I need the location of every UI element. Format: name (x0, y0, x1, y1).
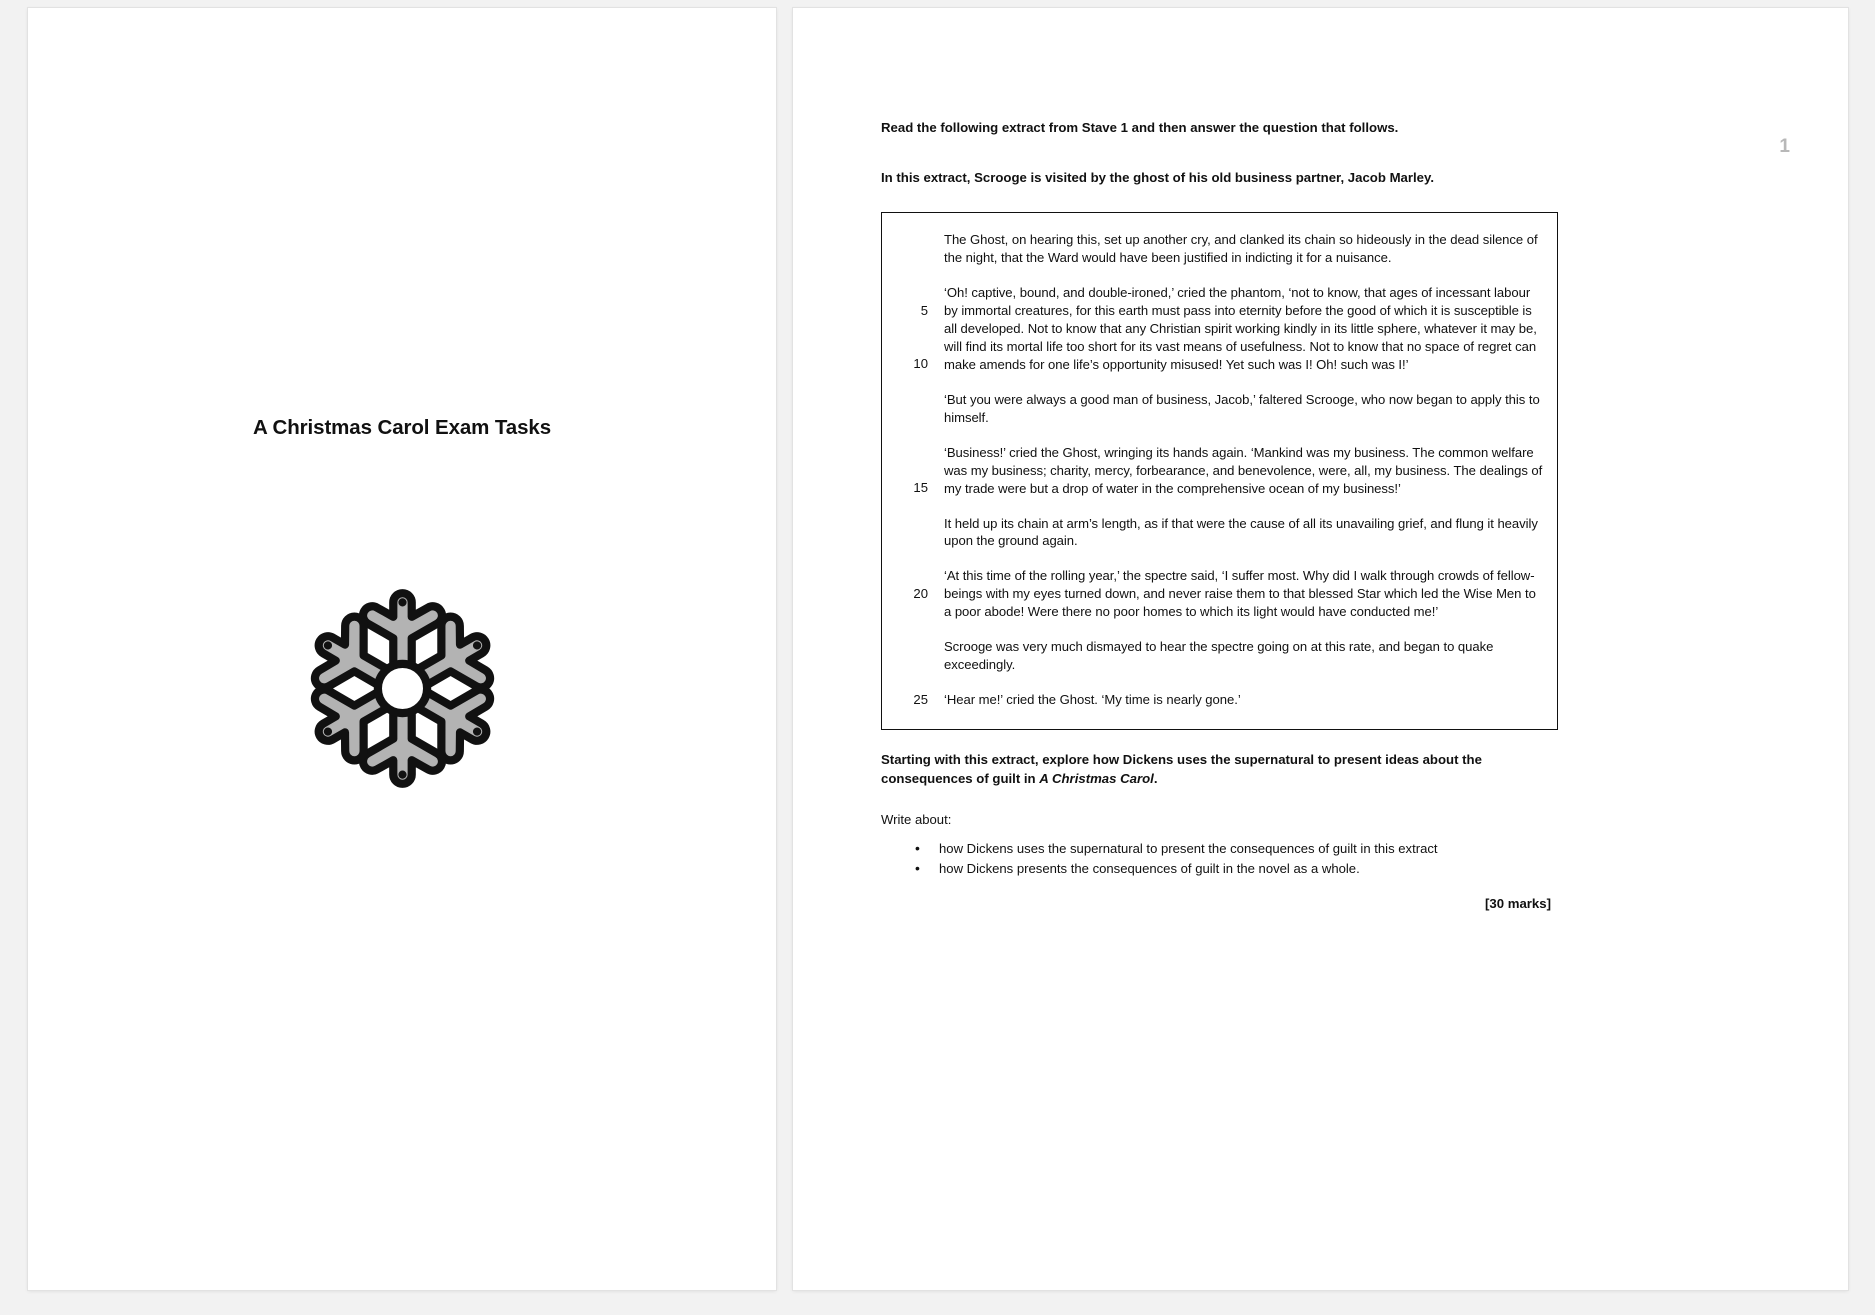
snowflake-graphic (28, 586, 776, 791)
line-number-gutter (882, 567, 944, 602)
extract-box (881, 212, 1558, 730)
extract-paragraph (882, 567, 1543, 621)
extract-paragraph (882, 444, 1543, 498)
list-item: • how Dickens presents the consequences of guilt in the novel as a whole. (915, 860, 1553, 879)
page-number: 1 (1779, 136, 1790, 157)
instruction-read-extract: Read the following extract from Stave 1 and then answer the question that follows. (881, 120, 1399, 135)
extract-paragraph-text: The Ghost, on hearing this, set up another cry, and clanked its chain so hideously in the dead silence of the night, that the Ward would have been justified in indicting it for a nuisance. (944, 232, 1538, 266)
extract-paragraph (882, 284, 1543, 374)
cover-page (28, 8, 776, 1290)
line-number: 20 (913, 585, 928, 601)
write-about-list (881, 840, 1553, 879)
extract-paragraph-text: ‘Hear me!’ cried the Ghost. ‘My time is nearly gone.’ (944, 692, 1241, 708)
extract-paragraph (882, 231, 1543, 267)
extract-paragraph-text: It held up its chain at arm’s length, as if that were the cause of all its unavailing grief, and flung it heavily upon the ground again. (944, 515, 1538, 549)
question-text-part-2: . (1153, 770, 1158, 786)
line-number: 25 (913, 692, 928, 708)
extract-paragraph-text: Scrooge was very much dismayed to hear the spectre going on at this rate, and began to quake exceedingly. (944, 639, 1494, 673)
question-text-part-1: Starting with this extract, explore how Dickens uses the supernatural to present ideas about the consequences of guilt in (881, 752, 1482, 786)
line-number-gutter (882, 691, 944, 709)
instruction-context: In this extract, Scrooge is visited by the ghost of his old business partner, Jacob Marley. (881, 170, 1435, 186)
line-number: 10 (913, 355, 928, 371)
marks-total: [30 marks] (1485, 895, 1551, 911)
line-number-gutter (882, 284, 944, 372)
line-number-gutter (882, 444, 944, 497)
snowflake-icon (300, 586, 505, 791)
extract-paragraph (882, 515, 1543, 551)
exam-content (881, 118, 1553, 911)
extract-paragraph (882, 391, 1543, 427)
extract-paragraph-text: ‘But you were always a good man of business, Jacob,’ faltered Scrooge, who now began to apply this to himself. (944, 391, 1540, 425)
extract-paragraph-text: ‘Oh! captive, bound, and double-ironed,’ cried the phantom, ‘not to know, that ages of incessant labour by immortal creatures, for this earth must pass into eternity before the good of which it is susceptible is all developed. Not to know that any Christian spirit working kindly in its little sphere, whatever it may be, will find its mortal life too short for its vast means of usefulness. Not to know that no space of regret can make amends for one life’s opportunity misused! Yet such was I! Oh! such was I!’ (944, 285, 1537, 372)
page-title: A Christmas Carol Exam Tasks (253, 416, 551, 439)
write-about-label: Write about: (881, 811, 952, 827)
extract-paragraph (882, 638, 1543, 674)
list-item: • how Dickens uses the supernatural to present the consequences of guilt in this extract (915, 840, 1553, 859)
extract-paragraph-text: ‘Business!’ cried the Ghost, wringing its hands again. ‘Mankind was my business. The common welfare was my business; charity, mercy, forbearance, and benevolence, were, all, my business. The dealings of my trade were but a drop of water in the comprehensive ocean of my business!’ (944, 444, 1543, 496)
line-number: 5 (920, 302, 928, 318)
question-statement (881, 751, 1541, 788)
extract-paragraph-text: ‘At this time of the rolling year,’ the spectre said, ‘I suffer most. Why did I walk through crowds of fellow-beings with my eyes turned down, and never raise them to that blessed Star which led the Wise Men to a poor abode! Were there no poor homes to which its light would have conducted me!’ (944, 568, 1536, 620)
extract-paragraph (882, 691, 1543, 709)
question-novel-title: A Christmas Carol (1039, 770, 1154, 786)
exam-page (793, 8, 1848, 1290)
line-number: 15 (913, 479, 928, 495)
